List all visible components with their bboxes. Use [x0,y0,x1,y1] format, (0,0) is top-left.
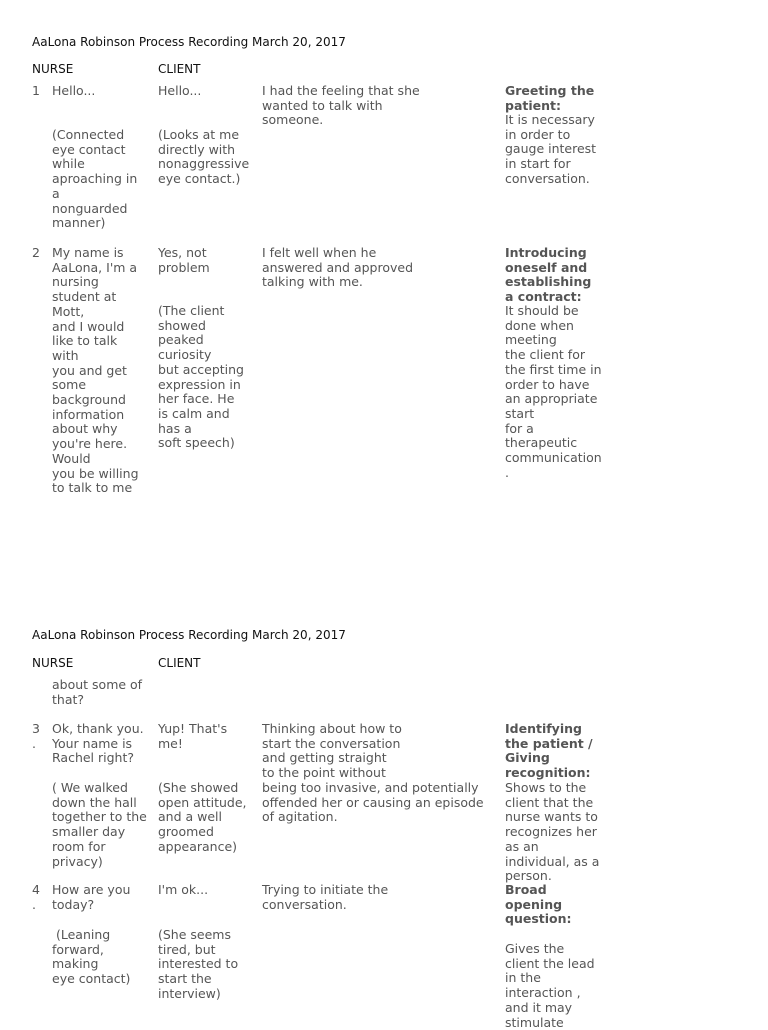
technique-explanation: It is necessary in order to gauge interest in start for conversation. [505,112,597,186]
row-number: 2 [32,245,40,260]
row-number: 1 [32,83,40,98]
row-number: 4 . [32,882,40,912]
client-nonverbal-note: (She showed open attitude, and a well groomed appearance) [158,780,247,854]
technique-title: Greeting the patient: [505,83,595,113]
client-nonverbal-note: (The client showed peaked curiosity but accepting expression in her face. He is calm and has a soft speech) [158,303,244,451]
column-header-nurse: NURSE [32,656,74,670]
student-feeling: Thinking about how to start the conversation and getting straight to the point without being too invasive, and potentially offended her or causing an episode of agitation. [262,721,484,825]
nurse-nonverbal-note: (Connected eye contact while aproaching in a nonguarded manner) [52,127,138,231]
nurse-statement: How are you today? [52,882,131,912]
nurse-nonverbal-note: (Leaning forward, making eye contact) [52,927,131,987]
technique-title: Identifying the patient / Giving recognition: [505,721,593,781]
nurse-nonverbal-note: ( We walked down the hall together to the smaller day room for privacy) [52,780,147,869]
student-feeling: I had the feeling that she wanted to talk with someone. [262,83,420,128]
column-header-client: CLIENT [158,656,201,670]
page-header: AaLona Robinson Process Recording March 20, 2017 [32,35,346,49]
nurse-statement: Hello... [52,83,96,98]
column-header-client: CLIENT [158,62,201,76]
page-header: AaLona Robinson Process Recording March 20, 2017 [32,628,346,642]
nurse-statement: Ok, thank you. Your name is Rachel right? [52,721,144,766]
client-response: Yes, not problem [158,245,210,275]
nurse-statement: My name is AaLona, I'm a nursing student at Mott, and I would like to talk with you and get some background information about why you're here. Would you be willing to talk to me [52,245,139,496]
client-response: I'm ok... [158,882,209,897]
technique-title: Broad opening question: [505,882,572,927]
student-feeling: Trying to initiate the conversation. [262,882,389,912]
row-number: 3 . [32,721,40,751]
client-nonverbal-note: (Looks at me directly with nonaggressive eye contact.) [158,127,250,187]
client-nonverbal-note: (She seems tired, but interested to start the interview) [158,927,239,1001]
column-header-nurse: NURSE [32,62,74,76]
nurse-statement-continued: about some of that? [52,677,143,707]
technique-explanation: Gives the client the lead in the interaction , and it may stimulate [505,941,595,1030]
student-feeling: I felt well when he answered and approved talking with me. [262,245,414,290]
technique-title: Introducing oneself and establishing a contract: [505,245,592,305]
technique-explanation: It should be done when meeting the client for the first time in order to have an appropriate start for a therapeutic communication . [505,303,602,480]
client-response: Hello... [158,83,202,98]
client-response: Yup! That's me! [158,721,228,751]
technique-explanation: Shows to the client that the nurse wants to recognizes her as an individual, as a person. [505,780,600,884]
